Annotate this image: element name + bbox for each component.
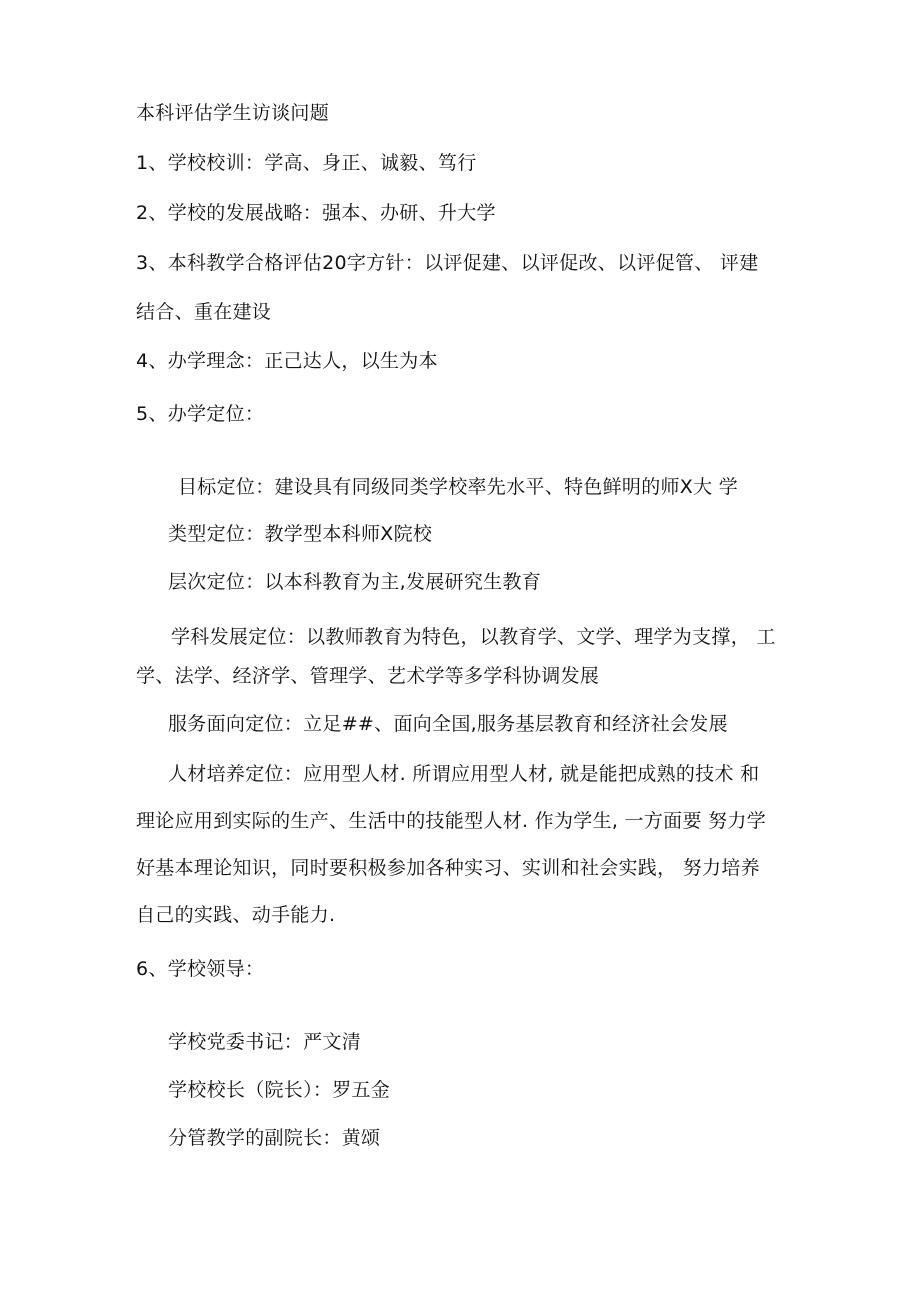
item-leaders-heading: 6、学校领导： [136,958,265,980]
item-evaluation-policy: 3、本科教学合格评估20字方针：以评促建、以评促改、以评促管、 评建 [136,252,759,274]
item-strategy: 2、学校的发展战略：强本、办研、升大学 [136,202,496,224]
item-motto: 1、学校校训：学高、身正、诚毅、笃行 [136,152,477,174]
item-positioning-heading: 5、办学定位： [136,403,265,425]
positioning-goal: 目标定位：建设具有同级同类学校率先水平、特色鲜明的师X大 学 [178,476,739,498]
document-title: 本科评估学生访谈问题 [136,102,330,124]
positioning-type: 类型定位：教学型本科师X院校 [168,523,433,545]
leader-secretary: 学校党委书记：严文清 [168,1031,362,1053]
positioning-talent-cont-2: 好基本理论知识，同时要积极参加各种实习、实训和社会实践， 努力培养 [136,857,760,879]
leader-president: 学校校长（院长）：罗五金 [168,1079,391,1101]
item-evaluation-policy-cont: 结合、重在建设 [136,301,272,323]
positioning-service: 服务面向定位：立足##、面向全国,服务基层教育和经济社会发展 [168,713,728,735]
leader-vice-president: 分管教学的副院长：黄颂 [168,1127,381,1149]
positioning-talent: 人材培养定位：应用型人材. 所谓应用型人材, 就是能把成熟的技术 和 [168,763,760,785]
positioning-talent-cont-1: 理论应用到实际的生产、生活中的技能型人材. 作为学生, 一方面要 努力学 [136,810,766,832]
item-philosophy: 4、办学理念：正己达人，以生为本 [136,350,438,372]
positioning-talent-cont-3: 自己的实践、动手能力. [136,904,336,926]
positioning-level: 层次定位：以本科教育为主,发展研究生教育 [168,571,542,593]
positioning-discipline-cont: 学、法学、经济学、管理学、艺术学等多学科协调发展 [136,665,600,687]
positioning-discipline: 学科发展定位：以教师教育为特色，以教育学、文学、理学为支撑， 工 [171,626,776,648]
